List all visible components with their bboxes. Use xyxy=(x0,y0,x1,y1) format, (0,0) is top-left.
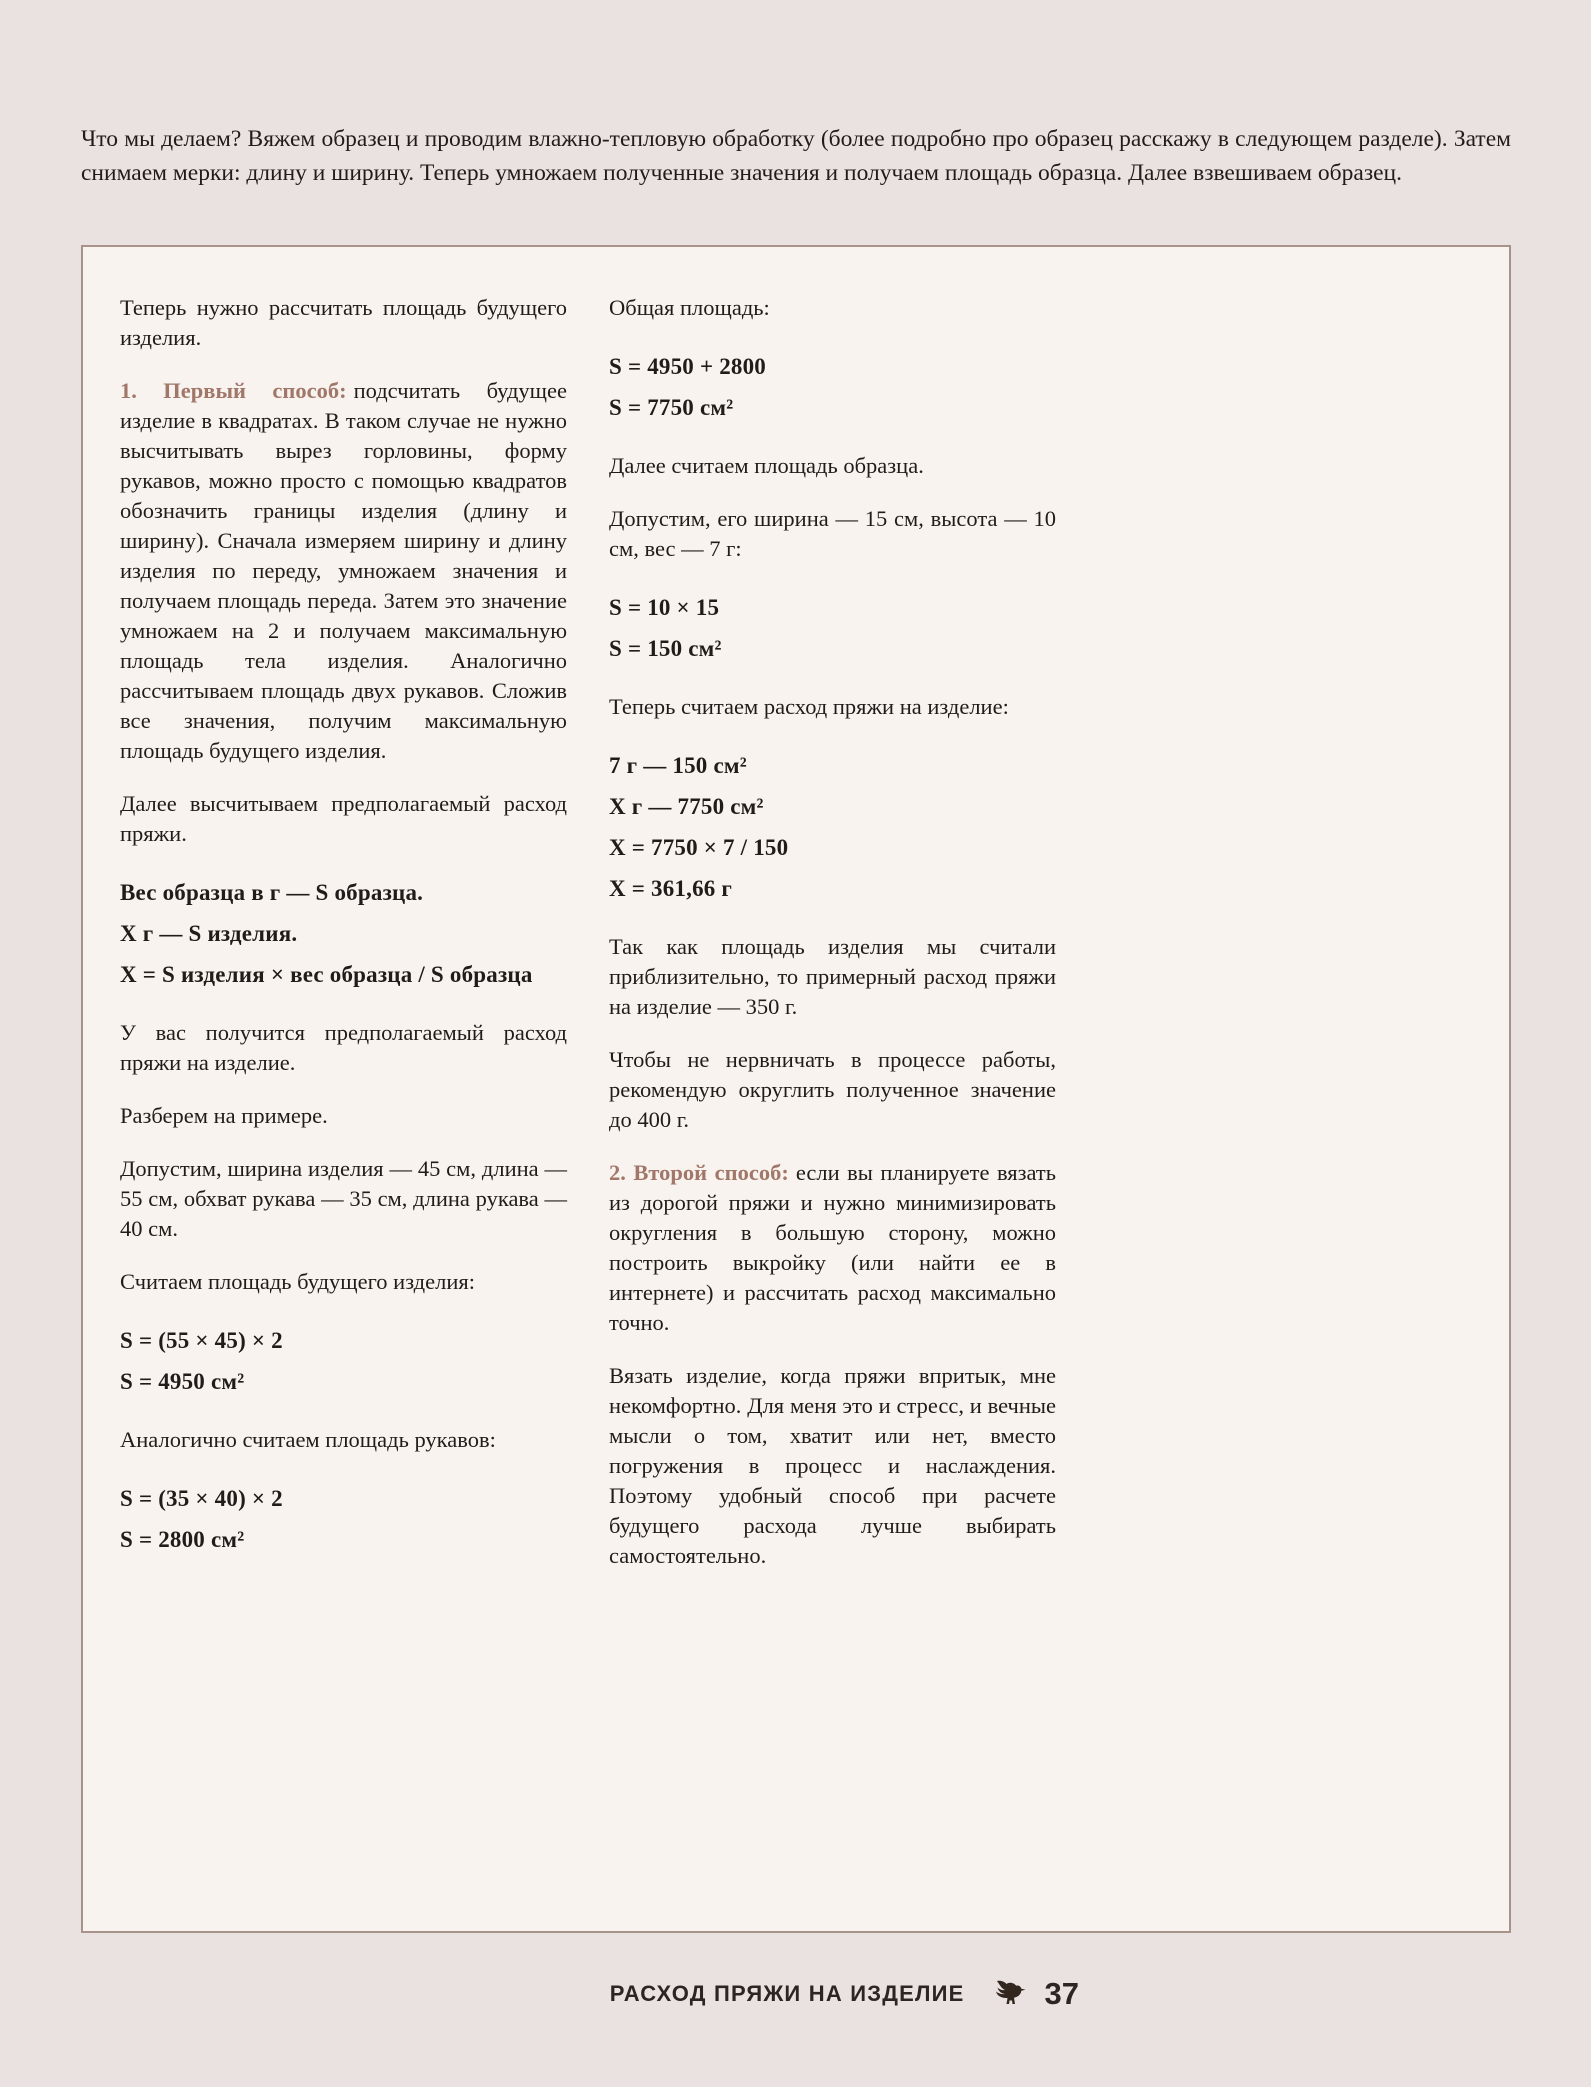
formula-line: S = 10 × 15 xyxy=(609,595,720,620)
formula-line: S = 7750 см² xyxy=(609,395,734,420)
paragraph-personal-note: Вязать изделие, когда пряжи впритык, мне некомфортно. Для меня это и стресс, и вечные мысли о том, хватит или нет, вместо погружения в процесс и наслаждения. Поэтому удобный способ при расчете будущего расхода лучше выбирать самостоятельно. xyxy=(609,1363,1056,1568)
formula-proportion xyxy=(120,872,567,995)
formula-consumption xyxy=(609,745,1056,909)
paragraph-total-area-label: Общая площадь: xyxy=(609,295,770,320)
paragraph-example-dimensions: Допустим, ширина изделия — 45 см, длина — 55 см, обхват рукава — 35 см, длина рукава — 40 см. xyxy=(120,1156,567,1241)
paragraph-example-intro: Разберем на примере. xyxy=(120,1103,328,1128)
formula-swatch-area xyxy=(609,587,1056,669)
page-number: 37 xyxy=(1044,1976,1079,2011)
content-panel xyxy=(81,245,1511,1933)
formula-line: 7 г — 150 см² xyxy=(609,753,747,778)
paragraph-swatch-dimensions: Допустим, его ширина — 15 см, высота — 10 см, вес — 7 г: xyxy=(609,506,1056,561)
paragraph-sleeve-area-label: Аналогично считаем площадь рукавов: xyxy=(120,1427,496,1452)
paragraph-rounding-advice: Чтобы не нервничать в процессе работы, рекомендую округлить полученное значение до 400 г. xyxy=(609,1047,1056,1132)
method-2-label: 2. Второй способ: xyxy=(609,1160,789,1185)
page-footer xyxy=(81,1974,1079,2014)
paragraph-method-2 xyxy=(609,1158,1056,1338)
formula-line: Вес образца в г — S образца. xyxy=(120,880,424,905)
formula-body-area xyxy=(120,1320,567,1402)
formula-line: S = (55 × 45) × 2 xyxy=(120,1328,283,1353)
paragraph-consumption-label: Теперь считаем расход пряжи на изделие: xyxy=(609,694,1009,719)
rooster-icon xyxy=(992,1979,1028,2009)
formula-total-area xyxy=(609,346,1056,428)
paragraph-yarn-estimate: Далее высчитываем предполагаемый расход пряжи. xyxy=(120,791,567,846)
two-column-layout xyxy=(120,293,1509,1594)
right-column xyxy=(609,293,1056,1594)
formula-line: S = 4950 см² xyxy=(120,1369,245,1394)
footer-section-title: РАСХОД ПРЯЖИ НА ИЗДЕЛИЕ xyxy=(609,1981,965,2006)
formula-line: Х г — S изделия. xyxy=(120,921,298,946)
formula-line: Х г — 7750 см² xyxy=(609,794,764,819)
formula-line: S = 4950 + 2800 xyxy=(609,354,767,379)
formula-sleeve-area xyxy=(120,1478,567,1560)
formula-line: Х = 361,66 г xyxy=(609,876,733,901)
formula-line: S = 2800 см² xyxy=(120,1527,245,1552)
paragraph-area-intro: Теперь нужно рассчитать площадь будущего изделия. xyxy=(120,295,567,350)
intro-paragraph: Что мы делаем? Вяжем образец и проводим влажно-тепловую обработку (более подробно про образец расскажу в следующем разделе). Затем снимаем мерки: длину и ширину. Теперь умножаем полученные значения и получаем площадь образца. Далее взвешиваем образец. xyxy=(81,126,1511,186)
formula-line: Х = S изделия × вес образца / S образца xyxy=(120,962,533,987)
formula-line: Х = 7750 × 7 / 150 xyxy=(609,835,789,860)
paragraph-result-note: У вас получится предполагаемый расход пряжи на изделие. xyxy=(120,1020,567,1075)
formula-line: S = 150 см² xyxy=(609,636,722,661)
paragraph-method-1 xyxy=(120,376,567,766)
method-1-label: 1. Первый способ: xyxy=(120,378,347,403)
formula-line: S = (35 × 40) × 2 xyxy=(120,1486,283,1511)
paragraph-approximation-note: Так как площадь изделия мы считали приблизительно, то примерный расход пряжи на изделие — 350 г. xyxy=(609,934,1056,1019)
left-column xyxy=(120,293,567,1583)
method-2-text: если вы планируете вязать из дорогой пряжи и нужно минимизировать округления в большую сторону, можно построить выкройку (или найти ее в интернете) и рассчитать расход максимально точно. xyxy=(609,1160,1057,1335)
paragraph-body-area-label: Считаем площадь будущего изделия: xyxy=(120,1269,475,1294)
paragraph-swatch-intro: Далее считаем площадь образца. xyxy=(609,453,924,478)
method-1-text: подсчитать будущее изделие в квадратах. В таком случае не нужно высчитывать вырез горловины, форму рукавов, можно просто с помощью квадратов обозначить границы изделия (длину и ширину). Сначала измеряем ширину и длину изделия по переду, умножаем значения и получаем площадь переда. Затем это значение умножаем на 2 и получаем максимальную площадь тела изделия. Аналогично рассчитываем площадь двух рукавов. Сложив все значения, получим максимальную площадь будущего изделия. xyxy=(120,378,567,763)
